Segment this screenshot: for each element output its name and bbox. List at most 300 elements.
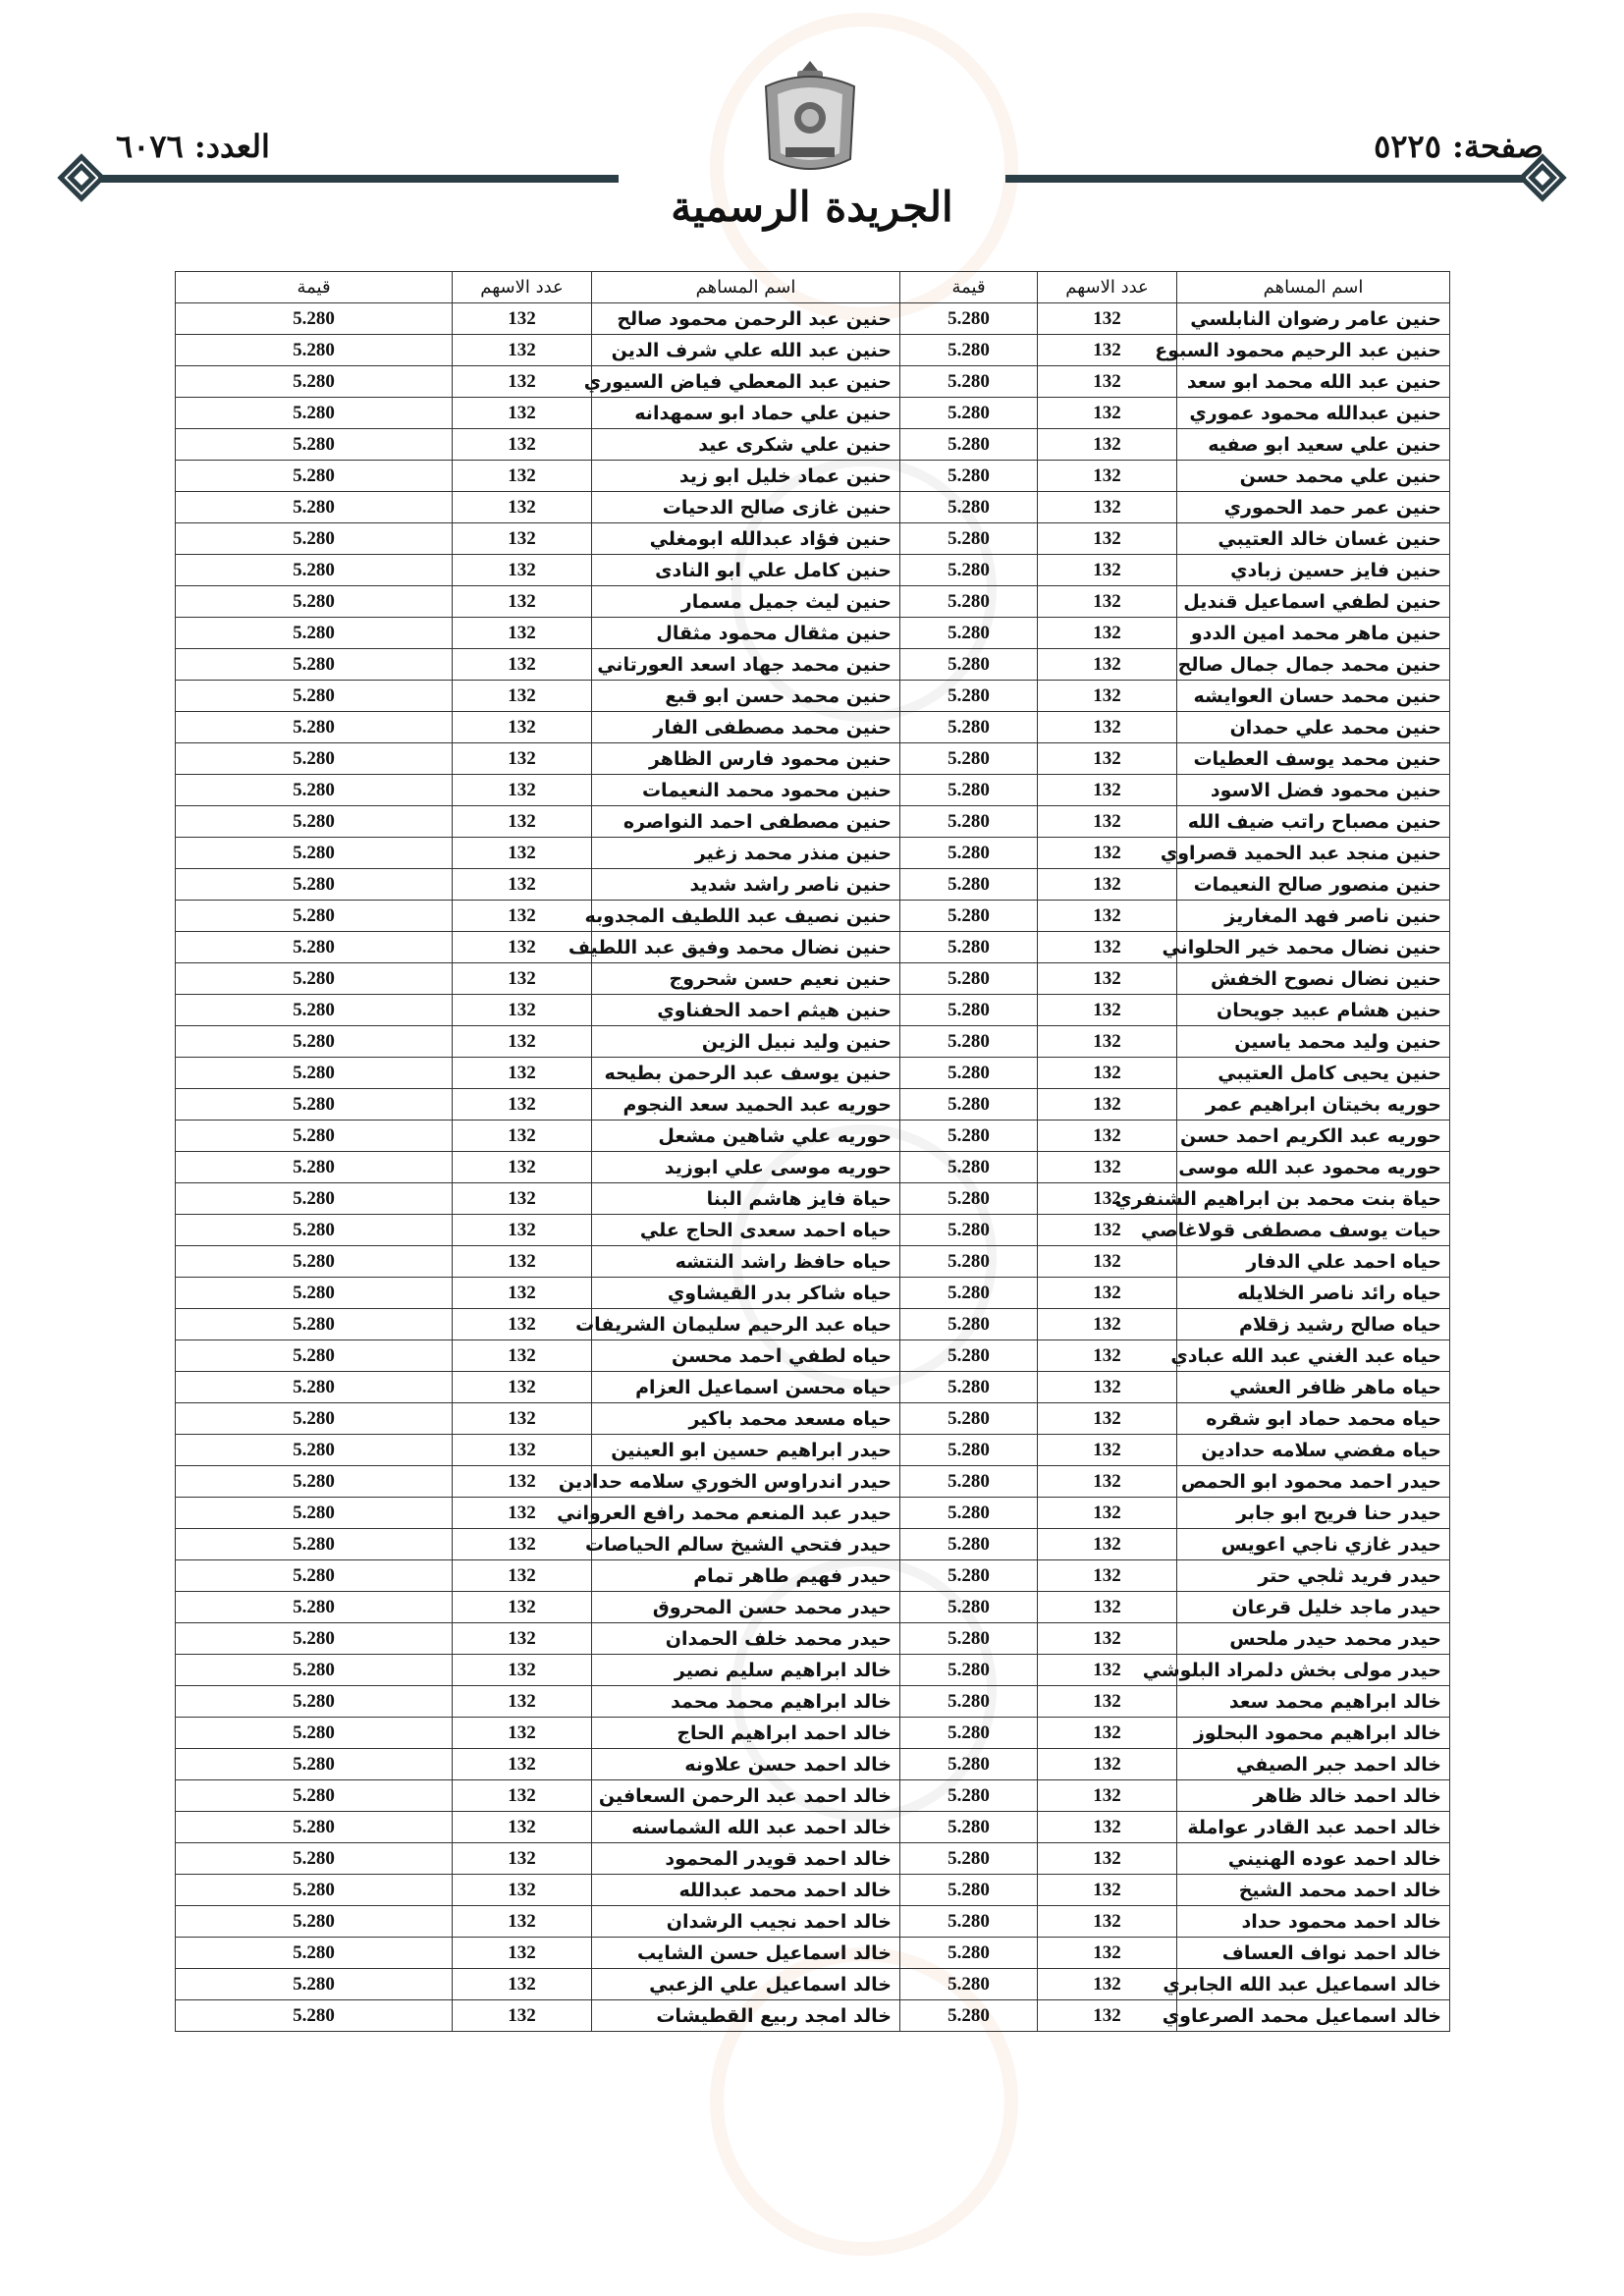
share-value-cell: 5.280	[176, 1215, 453, 1246]
table-row	[176, 492, 1450, 523]
shareholder-name-cell: حنين كامل علي ابو النادى	[592, 555, 900, 586]
shares-count-cell: 132	[453, 1655, 592, 1686]
shareholder-name-cell: حنين محمود محمد النعيمات	[592, 775, 900, 806]
shares-count-cell: 132	[1038, 1309, 1177, 1340]
share-value-cell: 5.280	[900, 1529, 1038, 1560]
shares-count-cell: 132	[453, 1718, 592, 1749]
share-value-cell: 5.280	[900, 1498, 1038, 1529]
shareholder-name-cell: حيدر حنا فريح ابو جابر	[1177, 1498, 1450, 1529]
share-value-cell: 5.280	[900, 1655, 1038, 1686]
table-body	[176, 303, 1450, 2032]
share-value-cell: 5.280	[900, 555, 1038, 586]
shares-count-cell: 132	[453, 869, 592, 901]
shareholder-name-cell: خالد احمد قويدر المحمود	[592, 1843, 900, 1875]
share-value-cell: 5.280	[900, 366, 1038, 398]
shares-count-cell: 132	[1038, 303, 1177, 335]
share-value-cell: 5.280	[900, 1592, 1038, 1623]
table-row	[176, 901, 1450, 932]
shareholder-name-cell: حياه محسن اسماعيل العزام	[592, 1372, 900, 1403]
shares-count-cell: 132	[1038, 523, 1177, 555]
table-row	[176, 1026, 1450, 1058]
share-value-cell: 5.280	[900, 1749, 1038, 1780]
share-value-cell: 5.280	[900, 1812, 1038, 1843]
share-value-cell: 5.280	[176, 1309, 453, 1340]
shares-count-cell: 132	[1038, 1906, 1177, 1938]
shareholder-name-cell: حياه صالح رشيد زقلام	[1177, 1309, 1450, 1340]
column-header-value: قيمة	[176, 272, 453, 303]
share-value-cell: 5.280	[900, 1089, 1038, 1121]
shareholder-name-cell: خالد احمد عبد القادر عواملة	[1177, 1812, 1450, 1843]
shareholder-name-cell: حنين فؤاد عبدالله ابومغلي	[592, 523, 900, 555]
table-row	[176, 649, 1450, 681]
share-value-cell: 5.280	[900, 1906, 1038, 1938]
share-value-cell: 5.280	[900, 1875, 1038, 1906]
share-value-cell: 5.280	[900, 461, 1038, 492]
shareholder-name-cell: حنين يحيى كامل العتيبي	[1177, 1058, 1450, 1089]
shareholder-name-cell: حنين محمود فضل الاسود	[1177, 775, 1450, 806]
table-row	[176, 1623, 1450, 1655]
share-value-cell: 5.280	[900, 775, 1038, 806]
share-value-cell: 5.280	[176, 806, 453, 838]
share-value-cell: 5.280	[176, 775, 453, 806]
table-row	[176, 869, 1450, 901]
page-number: صفحة: ٥٢٢٥	[1374, 128, 1543, 165]
share-value-cell: 5.280	[900, 1466, 1038, 1498]
shares-count-cell: 132	[1038, 806, 1177, 838]
shareholder-name-cell: حيدر ماجد خليل قرعان	[1177, 1592, 1450, 1623]
share-value-cell: 5.280	[176, 1843, 453, 1875]
jordan-coat-of-arms-icon	[756, 57, 864, 183]
share-value-cell: 5.280	[176, 1403, 453, 1435]
share-value-cell: 5.280	[176, 1623, 453, 1655]
shareholder-name-cell: حنين مصباح راتب ضيف الله	[1177, 806, 1450, 838]
shareholder-name-cell: حنين محمود فارس الظاهر	[592, 743, 900, 775]
shareholder-name-cell: حنين عماد خليل ابو زيد	[592, 461, 900, 492]
shares-count-cell: 132	[1038, 901, 1177, 932]
shares-count-cell: 132	[453, 1498, 592, 1529]
table-row	[176, 1686, 1450, 1718]
shares-count-cell: 132	[453, 303, 592, 335]
shareholder-name-cell: خالد احمد محمود حداد	[1177, 1906, 1450, 1938]
share-value-cell: 5.280	[900, 492, 1038, 523]
table-row	[176, 1152, 1450, 1183]
table-row	[176, 712, 1450, 743]
shares-count-cell: 132	[1038, 1592, 1177, 1623]
share-value-cell: 5.280	[900, 1560, 1038, 1592]
column-header-name: اسم المساهم	[1177, 272, 1450, 303]
shares-count-cell: 132	[1038, 1938, 1177, 1969]
share-value-cell: 5.280	[176, 1560, 453, 1592]
shares-count-cell: 132	[453, 523, 592, 555]
share-value-cell: 5.280	[900, 1026, 1038, 1058]
shares-count-cell: 132	[453, 1309, 592, 1340]
shareholder-name-cell: حيدر ابراهيم حسين ابو العينين	[592, 1435, 900, 1466]
table-row	[176, 1938, 1450, 1969]
table-row	[176, 1592, 1450, 1623]
share-value-cell: 5.280	[900, 335, 1038, 366]
header-rule-right	[1005, 175, 1526, 183]
shareholder-name-cell: حنين منصور صالح النعيمات	[1177, 869, 1450, 901]
shares-count-cell: 132	[453, 1780, 592, 1812]
share-value-cell: 5.280	[900, 1278, 1038, 1309]
shareholder-name-cell: حياه حافظ راشد النتشه	[592, 1246, 900, 1278]
shares-count-cell: 132	[1038, 1498, 1177, 1529]
share-value-cell: 5.280	[900, 963, 1038, 995]
shares-count-cell: 132	[1038, 335, 1177, 366]
shareholder-name-cell: حنين نضال محمد خير الحلواني	[1177, 932, 1450, 963]
shares-count-cell: 132	[1038, 1435, 1177, 1466]
share-value-cell: 5.280	[900, 869, 1038, 901]
shares-count-cell: 132	[1038, 1718, 1177, 1749]
shares-count-cell: 132	[1038, 1843, 1177, 1875]
shareholder-name-cell: حنين لطفي اسماعيل قنديل	[1177, 586, 1450, 618]
shareholder-name-cell: حنين محمد حسان العوايشه	[1177, 681, 1450, 712]
shareholder-name-cell: حنين عبد الرحيم محمود السبوع	[1177, 335, 1450, 366]
column-header-value: قيمة	[900, 272, 1038, 303]
table-row	[176, 398, 1450, 429]
shares-count-cell: 132	[1038, 2000, 1177, 2032]
shares-count-cell: 132	[1038, 1058, 1177, 1089]
share-value-cell: 5.280	[176, 1152, 453, 1183]
shareholder-name-cell: حياه لطفي احمد محسن	[592, 1340, 900, 1372]
shares-count-cell: 132	[453, 681, 592, 712]
table-row	[176, 1372, 1450, 1403]
issue-number: العدد: ٦٠٧٦	[116, 128, 270, 165]
share-value-cell: 5.280	[176, 743, 453, 775]
shareholder-name-cell: حنين محمد يوسف العطيات	[1177, 743, 1450, 775]
shares-count-cell: 132	[1038, 1749, 1177, 1780]
shareholder-name-cell: خالد ابراهيم محمود البحلوز	[1177, 1718, 1450, 1749]
shareholder-name-cell: حنين محمد حسن ابو قبع	[592, 681, 900, 712]
share-value-cell: 5.280	[900, 1183, 1038, 1215]
shareholder-name-cell: خالد احمد محمد الشيخ	[1177, 1875, 1450, 1906]
shareholder-name-cell: خالد احمد جبر الصيفي	[1177, 1749, 1450, 1780]
share-value-cell: 5.280	[900, 1340, 1038, 1372]
shares-count-cell: 132	[1038, 1089, 1177, 1121]
table-row	[176, 1215, 1450, 1246]
page-title: الجريدة الرسمية	[671, 183, 953, 231]
shareholder-name-cell: حوريه موسى علي ابوزيد	[592, 1152, 900, 1183]
table-row	[176, 523, 1450, 555]
shares-count-cell: 132	[453, 1246, 592, 1278]
shareholder-name-cell: خالد احمد عوده الهنيني	[1177, 1843, 1450, 1875]
shares-count-cell: 132	[453, 1121, 592, 1152]
shareholder-name-cell: حنين هشام عبيد جويحان	[1177, 995, 1450, 1026]
share-value-cell: 5.280	[176, 2000, 453, 2032]
shareholder-name-cell: حنين علي محمد حسن	[1177, 461, 1450, 492]
shares-count-cell: 132	[453, 555, 592, 586]
shareholder-name-cell: حنين محمد جهاد اسعد العورتاني	[592, 649, 900, 681]
share-value-cell: 5.280	[900, 743, 1038, 775]
share-value-cell: 5.280	[900, 1843, 1038, 1875]
shareholder-name-cell: حنين ناصر راشد شديد	[592, 869, 900, 901]
shareholder-name-cell: حنين عبدالله محمود عموري	[1177, 398, 1450, 429]
shares-count-cell: 132	[1038, 1372, 1177, 1403]
shareholder-name-cell: حيدر محمد حسن المحروق	[592, 1592, 900, 1623]
shareholder-name-cell: حنين عامر رضوان النابلسي	[1177, 303, 1450, 335]
shares-count-cell: 132	[1038, 1466, 1177, 1498]
table-row	[176, 2000, 1450, 2032]
shares-count-cell: 132	[1038, 429, 1177, 461]
shareholder-name-cell: خالد اسماعيل علي الزعبي	[592, 1969, 900, 2000]
shares-count-cell: 132	[453, 461, 592, 492]
shareholder-name-cell: حياه رائد ناصر الخلايله	[1177, 1278, 1450, 1309]
table-row	[176, 1121, 1450, 1152]
shareholders-table	[175, 271, 1450, 2032]
share-value-cell: 5.280	[176, 398, 453, 429]
shareholder-name-cell: خالد اسماعيل حسن الشايب	[592, 1938, 900, 1969]
share-value-cell: 5.280	[176, 681, 453, 712]
shareholder-name-cell: خالد اسماعيل عبد الله الجابري	[1177, 1969, 1450, 2000]
shareholder-name-cell: حنين عبد الله محمد ابو سعد	[1177, 366, 1450, 398]
shares-count-cell: 132	[453, 1969, 592, 2000]
shares-count-cell: 132	[453, 1403, 592, 1435]
shares-count-cell: 132	[453, 1278, 592, 1309]
table-row	[176, 1560, 1450, 1592]
share-value-cell: 5.280	[900, 2000, 1038, 2032]
table-row	[176, 1843, 1450, 1875]
share-value-cell: 5.280	[176, 1780, 453, 1812]
column-header-shares: عدد الاسهم	[453, 272, 592, 303]
shares-count-cell: 132	[453, 2000, 592, 2032]
table-row	[176, 775, 1450, 806]
shareholder-name-cell: حيدر محمد حيدر ملحس	[1177, 1623, 1450, 1655]
shareholder-name-cell: خالد ابراهيم محمد محمد	[592, 1686, 900, 1718]
table-row	[176, 1529, 1450, 1560]
table-row	[176, 461, 1450, 492]
share-value-cell: 5.280	[900, 1686, 1038, 1718]
share-value-cell: 5.280	[900, 1121, 1038, 1152]
shares-count-cell: 132	[453, 1906, 592, 1938]
shareholder-name-cell: حياه محمد حماد ابو شقره	[1177, 1403, 1450, 1435]
shares-count-cell: 132	[1038, 618, 1177, 649]
shares-count-cell: 132	[1038, 743, 1177, 775]
share-value-cell: 5.280	[176, 995, 453, 1026]
share-value-cell: 5.280	[900, 1309, 1038, 1340]
shareholder-name-cell: خالد احمد حسن علاونه	[592, 1749, 900, 1780]
shareholder-name-cell: حنين عمر حمد الحموري	[1177, 492, 1450, 523]
table-row	[176, 1403, 1450, 1435]
shareholder-name-cell: حنين ناصر فهد المغاريز	[1177, 901, 1450, 932]
shareholder-name-cell: خالد اسماعيل محمد الصرعاوي	[1177, 2000, 1450, 2032]
shares-count-cell: 132	[1038, 1246, 1177, 1278]
shares-count-cell: 132	[453, 335, 592, 366]
share-value-cell: 5.280	[176, 838, 453, 869]
shareholder-name-cell: حياه شاكر بدر القيشاوي	[592, 1278, 900, 1309]
shares-count-cell: 132	[1038, 555, 1177, 586]
shareholder-name-cell: حيدر اندراوس الخوري سلامه حدادين	[592, 1466, 900, 1498]
table-row	[176, 1780, 1450, 1812]
shareholder-name-cell: حياة بنت محمد بن ابراهيم الشنفري	[1177, 1183, 1450, 1215]
share-value-cell: 5.280	[176, 712, 453, 743]
shares-count-cell: 132	[1038, 1121, 1177, 1152]
shareholder-name-cell: حنين محمد جمال جمال صالح	[1177, 649, 1450, 681]
shares-count-cell: 132	[1038, 1340, 1177, 1372]
shares-count-cell: 132	[453, 1215, 592, 1246]
shareholder-name-cell: حنين نعيم حسن شحروج	[592, 963, 900, 995]
shares-count-cell: 132	[1038, 1560, 1177, 1592]
shares-count-cell: 132	[453, 806, 592, 838]
shares-count-cell: 132	[453, 1686, 592, 1718]
shareholder-name-cell: خالد احمد عبد الرحمن السعافين	[592, 1780, 900, 1812]
shares-count-cell: 132	[453, 1560, 592, 1592]
shareholder-name-cell: حنين نضال نصوح الخفش	[1177, 963, 1450, 995]
shares-count-cell: 132	[453, 1466, 592, 1498]
shares-count-cell: 132	[453, 963, 592, 995]
share-value-cell: 5.280	[176, 901, 453, 932]
shareholder-name-cell: حنين محمد مصطفى الفار	[592, 712, 900, 743]
shareholder-name-cell: حياه مسعد محمد باكير	[592, 1403, 900, 1435]
share-value-cell: 5.280	[900, 429, 1038, 461]
table-row	[176, 335, 1450, 366]
table-row	[176, 1498, 1450, 1529]
shareholder-name-cell: حيدر مولى بخش دلمراد البلوشي	[1177, 1655, 1450, 1686]
table-row	[176, 618, 1450, 649]
shares-count-cell: 132	[1038, 995, 1177, 1026]
shares-count-cell: 132	[1038, 1686, 1177, 1718]
share-value-cell: 5.280	[176, 1592, 453, 1623]
page-header	[0, 0, 1624, 265]
shares-count-cell: 132	[1038, 461, 1177, 492]
shareholder-name-cell: حنين علي حماد ابو سمهدانه	[592, 398, 900, 429]
share-value-cell: 5.280	[900, 1403, 1038, 1435]
table-row	[176, 1812, 1450, 1843]
shareholder-name-cell: حوريه عبد الكريم احمد حسن	[1177, 1121, 1450, 1152]
share-value-cell: 5.280	[176, 1498, 453, 1529]
table-row	[176, 1089, 1450, 1121]
shareholder-name-cell: حنين ماهر محمد امين الددو	[1177, 618, 1450, 649]
share-value-cell: 5.280	[900, 398, 1038, 429]
shareholder-name-cell: حيدر محمد خلف الحمدان	[592, 1623, 900, 1655]
shareholder-name-cell: حيات يوسف مصطفى قولاغاصي	[1177, 1215, 1450, 1246]
share-value-cell: 5.280	[176, 1058, 453, 1089]
shares-count-cell: 132	[453, 429, 592, 461]
shares-count-cell: 132	[453, 901, 592, 932]
share-value-cell: 5.280	[176, 366, 453, 398]
share-value-cell: 5.280	[900, 901, 1038, 932]
shares-count-cell: 132	[1038, 932, 1177, 963]
share-value-cell: 5.280	[176, 1340, 453, 1372]
shareholder-name-cell: حنين مثقال محمود مثقال	[592, 618, 900, 649]
shareholder-name-cell: حنين ليث جميل مسمار	[592, 586, 900, 618]
share-value-cell: 5.280	[900, 806, 1038, 838]
share-value-cell: 5.280	[176, 1875, 453, 1906]
shareholder-name-cell: حياه عبد الرحيم سليمان الشريفات	[592, 1309, 900, 1340]
shareholder-name-cell: خالد احمد خالد ظاهر	[1177, 1780, 1450, 1812]
table-row	[176, 303, 1450, 335]
share-value-cell: 5.280	[176, 932, 453, 963]
shareholder-name-cell: خالد امجد ربيع القطيشات	[592, 2000, 900, 2032]
share-value-cell: 5.280	[900, 303, 1038, 335]
table-row	[176, 1278, 1450, 1309]
share-value-cell: 5.280	[176, 869, 453, 901]
shareholder-name-cell: حياه ماهر ظافر العشي	[1177, 1372, 1450, 1403]
share-value-cell: 5.280	[900, 1058, 1038, 1089]
share-value-cell: 5.280	[900, 1969, 1038, 2000]
shares-count-cell: 132	[1038, 1780, 1177, 1812]
shareholder-name-cell: حنين وليد محمد ياسين	[1177, 1026, 1450, 1058]
shares-count-cell: 132	[453, 995, 592, 1026]
shareholder-name-cell: خالد احمد عبد الله الشماسنه	[592, 1812, 900, 1843]
shares-count-cell: 132	[453, 1938, 592, 1969]
shares-count-cell: 132	[1038, 1969, 1177, 2000]
shares-count-cell: 132	[1038, 1026, 1177, 1058]
table-row	[176, 1435, 1450, 1466]
share-value-cell: 5.280	[900, 681, 1038, 712]
shareholder-name-cell: حنين علي شكرى عيد	[592, 429, 900, 461]
shares-count-cell: 132	[1038, 649, 1177, 681]
table-row	[176, 963, 1450, 995]
column-header-name: اسم المساهم	[592, 272, 900, 303]
share-value-cell: 5.280	[900, 995, 1038, 1026]
shareholder-name-cell: حنين غسان خالد العتيبي	[1177, 523, 1450, 555]
shares-count-cell: 132	[453, 743, 592, 775]
shareholder-name-cell: حياه عبد الغني عبد الله عبادي	[1177, 1340, 1450, 1372]
table-row	[176, 806, 1450, 838]
share-value-cell: 5.280	[900, 1215, 1038, 1246]
share-value-cell: 5.280	[176, 1372, 453, 1403]
shares-count-cell: 132	[1038, 398, 1177, 429]
share-value-cell: 5.280	[176, 1121, 453, 1152]
table-row	[176, 681, 1450, 712]
share-value-cell: 5.280	[900, 712, 1038, 743]
shares-count-cell: 132	[453, 1372, 592, 1403]
table-row	[176, 1718, 1450, 1749]
shares-count-cell: 132	[1038, 775, 1177, 806]
shares-count-cell: 132	[453, 1749, 592, 1780]
shareholder-name-cell: حنين عبد الله علي شرف الدين	[592, 335, 900, 366]
shares-count-cell: 132	[453, 932, 592, 963]
shares-count-cell: 132	[453, 492, 592, 523]
share-value-cell: 5.280	[176, 1655, 453, 1686]
share-value-cell: 5.280	[176, 1026, 453, 1058]
share-value-cell: 5.280	[176, 649, 453, 681]
shares-count-cell: 132	[453, 1875, 592, 1906]
share-value-cell: 5.280	[176, 1246, 453, 1278]
shareholder-name-cell: خالد ابراهيم سليم نصير	[592, 1655, 900, 1686]
shares-count-cell: 132	[1038, 1875, 1177, 1906]
shares-count-cell: 132	[453, 775, 592, 806]
table-row	[176, 1969, 1450, 2000]
shares-count-cell: 132	[453, 1152, 592, 1183]
table-row	[176, 1246, 1450, 1278]
table-header-row	[176, 272, 1450, 303]
shareholder-name-cell: حنين هيثم احمد الحفناوي	[592, 995, 900, 1026]
share-value-cell: 5.280	[176, 586, 453, 618]
share-value-cell: 5.280	[900, 1623, 1038, 1655]
shareholder-name-cell: حنين نضال محمد وفيق عبد اللطيف	[592, 932, 900, 963]
shares-count-cell: 132	[453, 398, 592, 429]
table-row	[176, 366, 1450, 398]
shareholder-name-cell: حنين منجد عبد الحميد قصراوي	[1177, 838, 1450, 869]
shareholder-name-cell: حياه مفضي سلامه حدادين	[1177, 1435, 1450, 1466]
header-rule-left	[98, 175, 619, 183]
shareholder-name-cell: حنين وليد نبيل الزين	[592, 1026, 900, 1058]
shareholder-name-cell: حيدر عبد المنعم محمد رافع العرواني	[592, 1498, 900, 1529]
share-value-cell: 5.280	[176, 461, 453, 492]
shares-count-cell: 132	[1038, 712, 1177, 743]
share-value-cell: 5.280	[900, 932, 1038, 963]
shares-count-cell: 132	[1038, 366, 1177, 398]
table-row	[176, 1906, 1450, 1938]
share-value-cell: 5.280	[176, 1435, 453, 1466]
shares-count-cell: 132	[1038, 681, 1177, 712]
shareholder-name-cell: حيدر فهيم طاهر تمام	[592, 1560, 900, 1592]
share-value-cell: 5.280	[900, 1435, 1038, 1466]
share-value-cell: 5.280	[900, 1152, 1038, 1183]
share-value-cell: 5.280	[900, 649, 1038, 681]
table-row	[176, 995, 1450, 1026]
